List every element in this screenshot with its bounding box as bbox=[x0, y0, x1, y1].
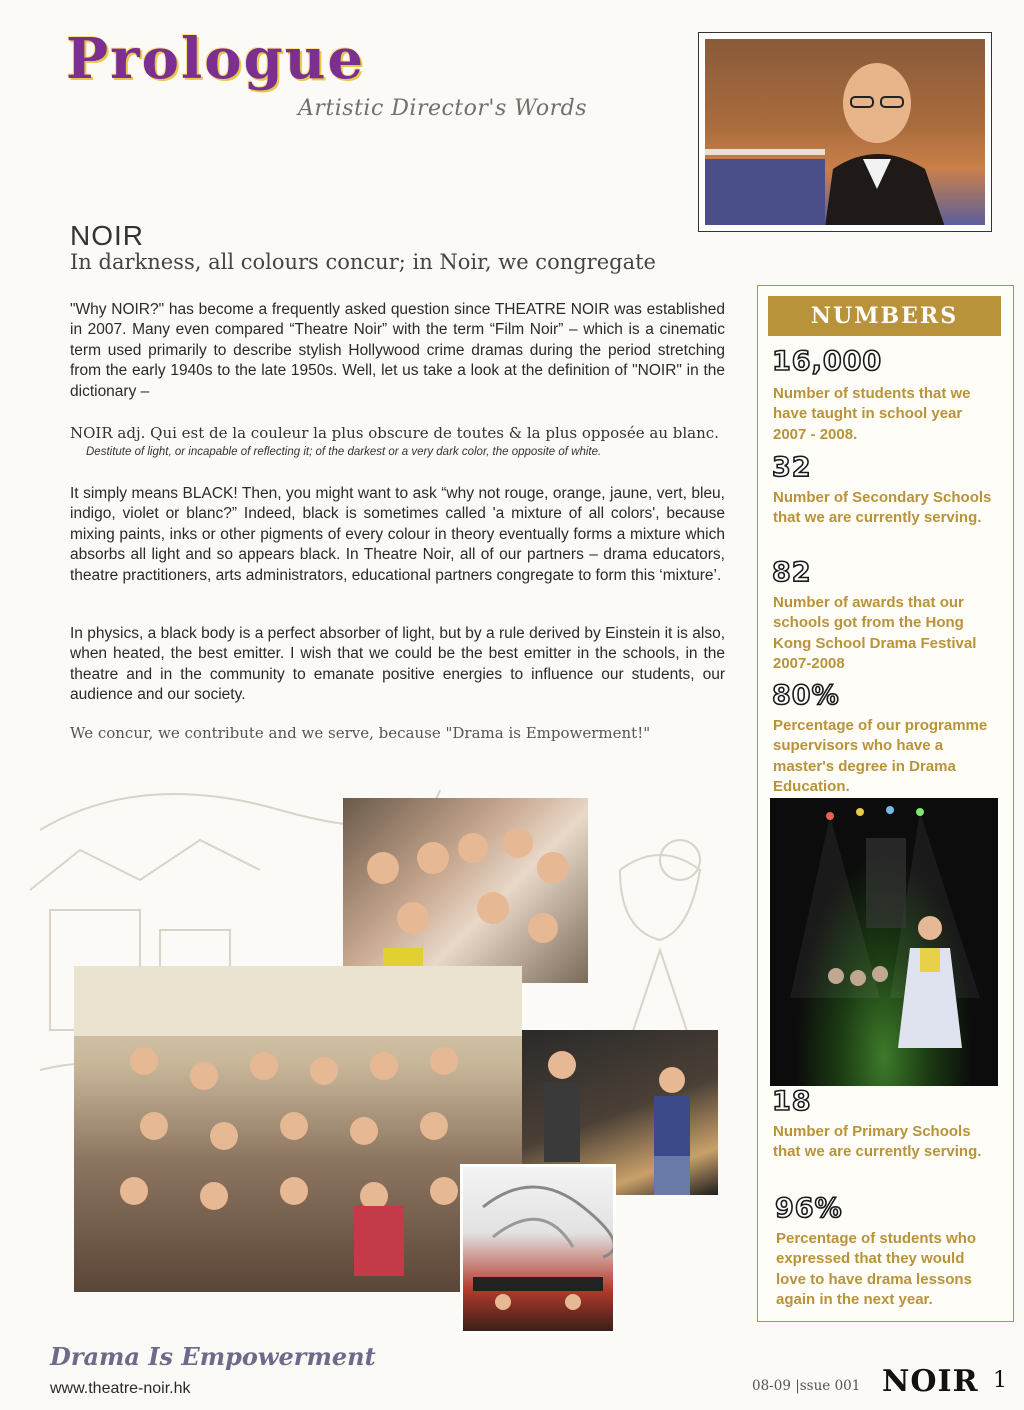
stage-performance-photo bbox=[770, 798, 998, 1086]
stat-desc-awards: Number of awards that our schools got from the Hong Kong School Drama Festival 2007-2008 bbox=[773, 594, 977, 672]
article-paragraph-3: In physics, a black body is a perfect absorber of light, but by a rule derived by Einstein it is also, when heated, the best emitter. I wish that we could be the best emitter in the schools, in the theatre and in the community to emanate positive energies to influence our students, our audience and our society. bbox=[70, 625, 725, 704]
footer-issue: 08-09 |ssue 001 bbox=[752, 1378, 861, 1394]
performance-photo-stage bbox=[460, 1164, 616, 1334]
article-closing: We concur, we contribute and we serve, because "Drama is Empowerment!" bbox=[70, 724, 651, 742]
numbers-heading: NUMBERS bbox=[768, 296, 1001, 336]
stage-scene bbox=[770, 798, 998, 1086]
director-portrait bbox=[698, 32, 992, 232]
stat-desc-repeat: Percentage of students who expressed that they would love to have drama lessons again in the next year. bbox=[776, 1230, 977, 1308]
article-paragraph-1: "Why NOIR?" has become a frequently asked question since THEATRE NOIR was established in 2007. Many even compared “Theatre Noir” with the term “Film Noir” – which is a cinematic term used primarily to describe stylish Hollywood crime dramas during the period stretching from the early 1940s to the late 1950s. Well, let us take a look at the definition of "NOIR" in the dictionary – bbox=[70, 301, 725, 400]
stat-value-repeat: 96% bbox=[775, 1193, 843, 1224]
stat-value-primary: 18 bbox=[772, 1086, 812, 1117]
stat-desc-supervisors: Percentage of our programme supervisors who have a master's degree in Drama Education. bbox=[773, 717, 988, 795]
definition-french: NOIR adj. Qui est de la couleur la plus obscure de toutes & la plus opposée au blanc. bbox=[70, 424, 719, 442]
definition-english: Destitute of light, or incapable of reflecting it; of the darkest or a very dark color, the opposite of white. bbox=[86, 446, 602, 458]
group-photo-team bbox=[74, 966, 522, 1292]
stat-value-students: 16,000 bbox=[772, 346, 883, 377]
stat-value-secondary: 32 bbox=[772, 452, 812, 483]
portrait-figure bbox=[705, 39, 985, 225]
section-tagline: In darkness, all colours concur; in Noir, we congregate bbox=[70, 250, 656, 274]
stat-value-awards: 82 bbox=[772, 557, 812, 588]
noir-logo: NOIR bbox=[882, 1364, 979, 1399]
group-photo-faces bbox=[343, 798, 588, 983]
team-photo-faces bbox=[74, 966, 522, 1292]
page-title: Prologue bbox=[66, 26, 366, 92]
page-subtitle: Artistic Director's Words bbox=[298, 96, 587, 121]
footer-slogan: Drama Is Empowerment bbox=[50, 1342, 376, 1371]
stat-desc-students: Number of students that we have taught in school year 2007 - 2008. bbox=[773, 385, 971, 443]
stat-desc-primary: Number of Primary Schools that we are currently serving. bbox=[773, 1123, 982, 1161]
page-number: 1 bbox=[993, 1368, 1007, 1393]
group-photo-students bbox=[343, 798, 588, 983]
stat-value-supervisors: 80% bbox=[772, 680, 840, 711]
section-title: NOIR bbox=[70, 220, 144, 251]
stat-desc-secondary: Number of Secondary Schools that we are currently serving. bbox=[773, 489, 992, 527]
footer-url[interactable]: www.theatre-noir.hk bbox=[50, 1380, 191, 1397]
stage-props bbox=[463, 1167, 613, 1331]
article-paragraph-2: It simply means BLACK! Then, you might want to ask “why not rouge, orange, jaune, vert, bleu, indigo, violet or blanc?” Indeed, black is sometimes called 'a mixture of all colors', because mixing paints, inks or other pigments of every colour in theory eventually forms a mixture which absorbs all light and so appears black. In Theatre Noir, all of our partners – drama educators, theatre practitioners, arts administrators, educational partners congregate to form this ‘mixture’. bbox=[70, 485, 725, 584]
